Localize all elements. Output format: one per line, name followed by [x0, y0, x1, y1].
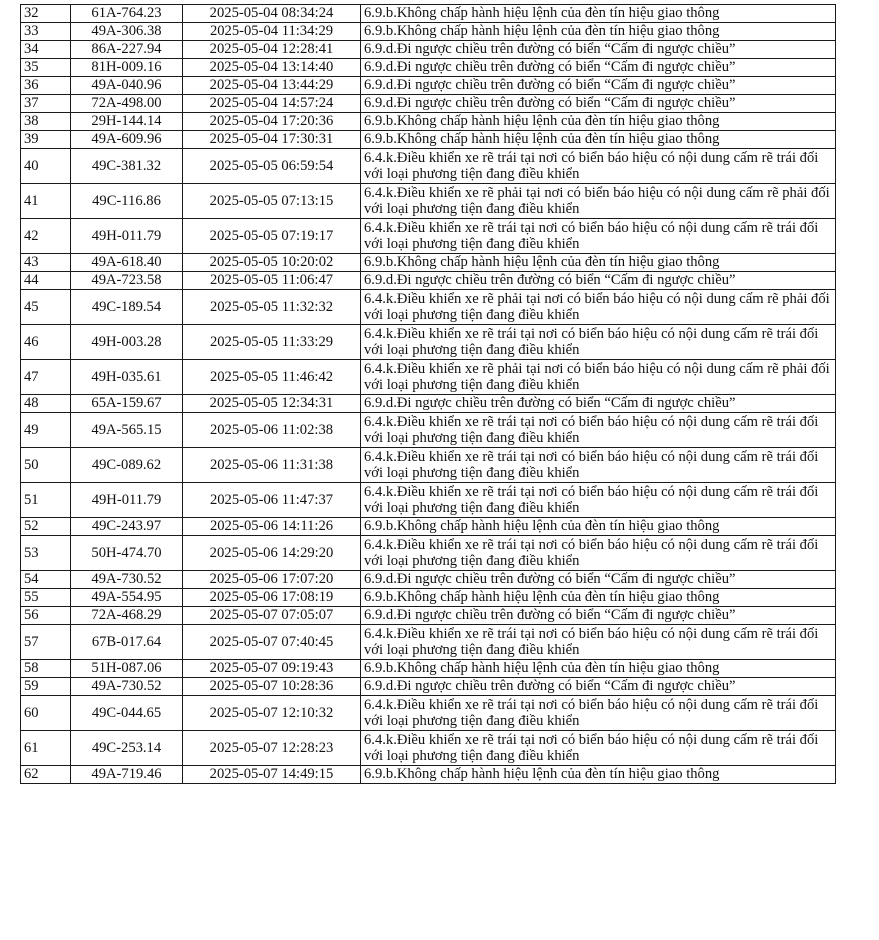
row-number: 48 [21, 395, 71, 413]
row-number: 47 [21, 360, 71, 395]
license-plate: 49C-189.54 [71, 290, 183, 325]
license-plate: 49C-381.32 [71, 149, 183, 184]
violation-description: 6.9.b.Không chấp hành hiệu lệnh của đèn tín hiệu giao thông [361, 5, 836, 23]
license-plate: 67B-017.64 [71, 625, 183, 660]
violation-description: 6.4.k.Điều khiển xe rẽ trái tại nơi có biển báo hiệu có nội dung cấm rẽ trái đối với loại phương tiện đang điều khiển [361, 625, 836, 660]
license-plate: 49A-609.96 [71, 131, 183, 149]
table-row [21, 23, 836, 41]
table-row [21, 41, 836, 59]
license-plate: 49C-116.86 [71, 184, 183, 219]
license-plate: 49A-719.46 [71, 766, 183, 784]
row-number: 36 [21, 77, 71, 95]
violation-description: 6.4.k.Điều khiển xe rẽ phải tại nơi có biển báo hiệu có nội dung cấm rẽ phải đối với loại phương tiện đang điều khiển [361, 360, 836, 395]
violation-time: 2025-05-06 17:08:19 [183, 589, 361, 607]
violation-description: 6.4.k.Điều khiển xe rẽ trái tại nơi có biển báo hiệu có nội dung cấm rẽ trái đối với loại phương tiện đang điều khiển [361, 219, 836, 254]
table-row [21, 254, 836, 272]
violation-time: 2025-05-05 11:33:29 [183, 325, 361, 360]
row-number: 39 [21, 131, 71, 149]
violation-description: 6.4.k.Điều khiển xe rẽ trái tại nơi có biển báo hiệu có nội dung cấm rẽ trái đối với loại phương tiện đang điều khiển [361, 731, 836, 766]
table-row [21, 483, 836, 518]
table-row [21, 696, 836, 731]
table-row [21, 131, 836, 149]
table-row [21, 625, 836, 660]
table-row [21, 77, 836, 95]
violation-description: 6.4.k.Điều khiển xe rẽ trái tại nơi có biển báo hiệu có nội dung cấm rẽ trái đối với loại phương tiện đang điều khiển [361, 448, 836, 483]
license-plate: 49H-011.79 [71, 219, 183, 254]
license-plate: 81H-009.16 [71, 59, 183, 77]
violation-description: 6.4.k.Điều khiển xe rẽ phải tại nơi có biển báo hiệu có nội dung cấm rẽ phải đối với loại phương tiện đang điều khiển [361, 184, 836, 219]
violation-time: 2025-05-05 11:46:42 [183, 360, 361, 395]
violation-time: 2025-05-07 12:10:32 [183, 696, 361, 731]
violation-time: 2025-05-05 11:06:47 [183, 272, 361, 290]
violation-time: 2025-05-05 06:59:54 [183, 149, 361, 184]
violation-description: 6.9.d.Đi ngược chiều trên đường có biển “Cấm đi ngược chiều” [361, 77, 836, 95]
table-row [21, 607, 836, 625]
row-number: 58 [21, 660, 71, 678]
violation-time: 2025-05-06 11:47:37 [183, 483, 361, 518]
table-row [21, 272, 836, 290]
table-row [21, 59, 836, 77]
table-row [21, 219, 836, 254]
table-row [21, 5, 836, 23]
violation-description: 6.4.k.Điều khiển xe rẽ trái tại nơi có biển báo hiệu có nội dung cấm rẽ trái đối với loại phương tiện đang điều khiển [361, 536, 836, 571]
row-number: 42 [21, 219, 71, 254]
violation-description: 6.9.b.Không chấp hành hiệu lệnh của đèn tín hiệu giao thông [361, 766, 836, 784]
violation-time: 2025-05-07 07:40:45 [183, 625, 361, 660]
row-number: 52 [21, 518, 71, 536]
table-row [21, 413, 836, 448]
row-number: 45 [21, 290, 71, 325]
license-plate: 72A-468.29 [71, 607, 183, 625]
license-plate: 72A-498.00 [71, 95, 183, 113]
row-number: 33 [21, 23, 71, 41]
row-number: 53 [21, 536, 71, 571]
license-plate: 49C-253.14 [71, 731, 183, 766]
row-number: 43 [21, 254, 71, 272]
violation-time: 2025-05-04 13:44:29 [183, 77, 361, 95]
violation-time: 2025-05-06 11:02:38 [183, 413, 361, 448]
row-number: 61 [21, 731, 71, 766]
violation-time: 2025-05-04 14:57:24 [183, 95, 361, 113]
row-number: 44 [21, 272, 71, 290]
violation-description: 6.9.d.Đi ngược chiều trên đường có biển “Cấm đi ngược chiều” [361, 395, 836, 413]
row-number: 37 [21, 95, 71, 113]
violation-description: 6.9.d.Đi ngược chiều trên đường có biển “Cấm đi ngược chiều” [361, 571, 836, 589]
license-plate: 49A-306.38 [71, 23, 183, 41]
row-number: 57 [21, 625, 71, 660]
row-number: 40 [21, 149, 71, 184]
violation-time: 2025-05-04 13:14:40 [183, 59, 361, 77]
license-plate: 49C-243.97 [71, 518, 183, 536]
violation-description: 6.4.k.Điều khiển xe rẽ trái tại nơi có biển báo hiệu có nội dung cấm rẽ trái đối với loại phương tiện đang điều khiển [361, 696, 836, 731]
license-plate: 49H-011.79 [71, 483, 183, 518]
violation-time: 2025-05-05 07:13:15 [183, 184, 361, 219]
table-row [21, 678, 836, 696]
violation-description: 6.9.b.Không chấp hành hiệu lệnh của đèn tín hiệu giao thông [361, 113, 836, 131]
row-number: 54 [21, 571, 71, 589]
row-number: 46 [21, 325, 71, 360]
violation-time: 2025-05-04 08:34:24 [183, 5, 361, 23]
license-plate: 49A-618.40 [71, 254, 183, 272]
violation-description: 6.9.d.Đi ngược chiều trên đường có biển “Cấm đi ngược chiều” [361, 41, 836, 59]
table-row [21, 571, 836, 589]
violation-time: 2025-05-04 17:20:36 [183, 113, 361, 131]
violation-description: 6.9.b.Không chấp hành hiệu lệnh của đèn tín hiệu giao thông [361, 589, 836, 607]
violation-time: 2025-05-05 11:32:32 [183, 290, 361, 325]
license-plate: 49A-723.58 [71, 272, 183, 290]
violation-description: 6.4.k.Điều khiển xe rẽ trái tại nơi có biển báo hiệu có nội dung cấm rẽ trái đối với loại phương tiện đang điều khiển [361, 483, 836, 518]
row-number: 35 [21, 59, 71, 77]
table-row [21, 325, 836, 360]
violation-time: 2025-05-07 07:05:07 [183, 607, 361, 625]
license-plate: 50H-474.70 [71, 536, 183, 571]
violation-description: 6.4.k.Điều khiển xe rẽ trái tại nơi có biển báo hiệu có nội dung cấm rẽ trái đối với loại phương tiện đang điều khiển [361, 325, 836, 360]
violation-description: 6.9.d.Đi ngược chiều trên đường có biển “Cấm đi ngược chiều” [361, 272, 836, 290]
table-row [21, 448, 836, 483]
row-number: 38 [21, 113, 71, 131]
row-number: 34 [21, 41, 71, 59]
violation-time: 2025-05-05 07:19:17 [183, 219, 361, 254]
violation-time: 2025-05-05 10:20:02 [183, 254, 361, 272]
violation-description: 6.9.b.Không chấp hành hiệu lệnh của đèn tín hiệu giao thông [361, 254, 836, 272]
license-plate: 86A-227.94 [71, 41, 183, 59]
violation-description: 6.9.d.Đi ngược chiều trên đường có biển “Cấm đi ngược chiều” [361, 59, 836, 77]
violation-description: 6.9.b.Không chấp hành hiệu lệnh của đèn tín hiệu giao thông [361, 23, 836, 41]
table-row [21, 184, 836, 219]
license-plate: 49H-003.28 [71, 325, 183, 360]
license-plate: 49A-554.95 [71, 589, 183, 607]
violation-description: 6.9.d.Đi ngược chiều trên đường có biển “Cấm đi ngược chiều” [361, 95, 836, 113]
license-plate: 49A-730.52 [71, 571, 183, 589]
table-row [21, 360, 836, 395]
violation-description: 6.9.d.Đi ngược chiều trên đường có biển “Cấm đi ngược chiều” [361, 678, 836, 696]
table-row [21, 95, 836, 113]
row-number: 62 [21, 766, 71, 784]
violation-description: 6.4.k.Điều khiển xe rẽ trái tại nơi có biển báo hiệu có nội dung cấm rẽ trái đối với loại phương tiện đang điều khiển [361, 149, 836, 184]
row-number: 51 [21, 483, 71, 518]
table-row [21, 731, 836, 766]
violation-time: 2025-05-07 14:49:15 [183, 766, 361, 784]
table-row [21, 660, 836, 678]
table-row [21, 149, 836, 184]
table-row [21, 518, 836, 536]
row-number: 50 [21, 448, 71, 483]
license-plate: 51H-087.06 [71, 660, 183, 678]
violation-time: 2025-05-06 17:07:20 [183, 571, 361, 589]
license-plate: 49A-565.15 [71, 413, 183, 448]
license-plate: 49C-044.65 [71, 696, 183, 731]
violation-time: 2025-05-07 10:28:36 [183, 678, 361, 696]
table-row [21, 290, 836, 325]
license-plate: 29H-144.14 [71, 113, 183, 131]
table-row [21, 589, 836, 607]
table-row [21, 395, 836, 413]
violation-description: 6.9.b.Không chấp hành hiệu lệnh của đèn tín hiệu giao thông [361, 518, 836, 536]
violation-time: 2025-05-07 09:19:43 [183, 660, 361, 678]
violation-description: 6.9.b.Không chấp hành hiệu lệnh của đèn tín hiệu giao thông [361, 131, 836, 149]
violations-table [20, 4, 836, 784]
violation-description: 6.4.k.Điều khiển xe rẽ trái tại nơi có biển báo hiệu có nội dung cấm rẽ trái đối với loại phương tiện đang điều khiển [361, 413, 836, 448]
violation-time: 2025-05-04 11:34:29 [183, 23, 361, 41]
table-row [21, 536, 836, 571]
license-plate: 61A-764.23 [71, 5, 183, 23]
row-number: 59 [21, 678, 71, 696]
violation-description: 6.4.k.Điều khiển xe rẽ phải tại nơi có biển báo hiệu có nội dung cấm rẽ phải đối với loại phương tiện đang điều khiển [361, 290, 836, 325]
license-plate: 65A-159.67 [71, 395, 183, 413]
violation-time: 2025-05-06 11:31:38 [183, 448, 361, 483]
violation-time: 2025-05-04 17:30:31 [183, 131, 361, 149]
table-body [21, 5, 836, 784]
row-number: 56 [21, 607, 71, 625]
violation-time: 2025-05-05 12:34:31 [183, 395, 361, 413]
license-plate: 49C-089.62 [71, 448, 183, 483]
license-plate: 49H-035.61 [71, 360, 183, 395]
row-number: 49 [21, 413, 71, 448]
row-number: 32 [21, 5, 71, 23]
violation-description: 6.9.d.Đi ngược chiều trên đường có biển “Cấm đi ngược chiều” [361, 607, 836, 625]
table-row [21, 113, 836, 131]
violation-time: 2025-05-07 12:28:23 [183, 731, 361, 766]
row-number: 41 [21, 184, 71, 219]
row-number: 60 [21, 696, 71, 731]
row-number: 55 [21, 589, 71, 607]
license-plate: 49A-040.96 [71, 77, 183, 95]
table-row [21, 766, 836, 784]
violation-description: 6.9.b.Không chấp hành hiệu lệnh của đèn tín hiệu giao thông [361, 660, 836, 678]
violation-time: 2025-05-06 14:11:26 [183, 518, 361, 536]
license-plate: 49A-730.52 [71, 678, 183, 696]
violation-time: 2025-05-06 14:29:20 [183, 536, 361, 571]
violation-time: 2025-05-04 12:28:41 [183, 41, 361, 59]
